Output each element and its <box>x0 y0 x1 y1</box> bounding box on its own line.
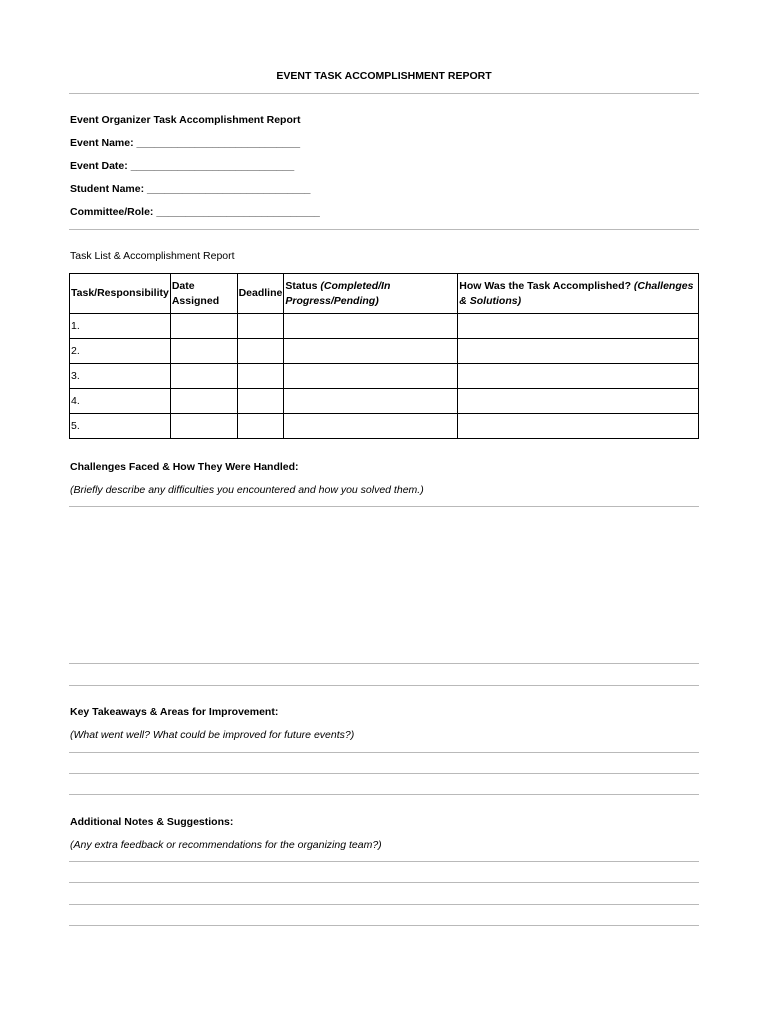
table-cell[interactable] <box>170 339 237 364</box>
table-cell[interactable] <box>284 339 458 364</box>
table-cell[interactable] <box>458 364 699 389</box>
notes-heading: Additional Notes & Suggestions: <box>70 816 234 828</box>
table-row <box>70 314 699 339</box>
document-title: EVENT TASK ACCOMPLISHMENT REPORT <box>276 70 492 82</box>
table-cell[interactable] <box>237 364 284 389</box>
student-name-field[interactable] <box>70 183 311 195</box>
notes-writing-line[interactable] <box>69 882 699 883</box>
notes-writing-line[interactable] <box>69 861 699 862</box>
row-number[interactable]: 2. <box>70 339 171 364</box>
row-number[interactable]: 4. <box>70 389 171 414</box>
table-cell[interactable] <box>170 314 237 339</box>
student-name-blank: ____________________________ <box>147 183 311 195</box>
table-cell[interactable] <box>458 389 699 414</box>
col-how-accomplished: How Was the Task Accomplished? (Challenges & Solutions) <box>458 274 699 314</box>
table-cell[interactable] <box>170 364 237 389</box>
row-number[interactable]: 1. <box>70 314 171 339</box>
table-cell[interactable] <box>458 414 699 439</box>
event-date-label: Event Date: <box>70 160 128 172</box>
table-row <box>70 364 699 389</box>
table-cell[interactable] <box>170 414 237 439</box>
takeaways-writing-line[interactable] <box>69 752 699 753</box>
takeaways-writing-line[interactable] <box>69 773 699 774</box>
table-row <box>70 389 699 414</box>
notes-prompt: (Any extra feedback or recommendations for the organizing team?) <box>70 839 382 851</box>
table-cell[interactable] <box>170 389 237 414</box>
info-heading: Event Organizer Task Accomplishment Report <box>70 114 301 126</box>
table-row <box>70 414 699 439</box>
table-cell[interactable] <box>284 414 458 439</box>
event-date-blank: ____________________________ <box>130 160 295 172</box>
event-date-field[interactable] <box>70 160 294 172</box>
col-date-assigned: Date Assigned <box>170 274 237 314</box>
event-name-blank: ____________________________ <box>136 137 301 149</box>
challenges-writing-line[interactable] <box>69 663 699 664</box>
table-cell[interactable] <box>284 364 458 389</box>
col-task-responsibility: Task/Responsibility <box>70 274 171 314</box>
table-row <box>70 339 699 364</box>
challenges-heading: Challenges Faced & How They Were Handled: <box>70 461 299 473</box>
table-cell[interactable] <box>284 389 458 414</box>
takeaways-heading: Key Takeaways & Areas for Improvement: <box>70 706 279 718</box>
task-section-heading: Task List & Accomplishment Report <box>70 250 235 262</box>
student-name-label: Student Name: <box>70 183 145 195</box>
table-cell[interactable] <box>237 389 284 414</box>
challenges-divider <box>69 506 699 507</box>
committee-role-blank: ____________________________ <box>156 206 320 218</box>
challenges-writing-line[interactable] <box>69 685 699 686</box>
row-number[interactable]: 5. <box>70 414 171 439</box>
event-name-field[interactable] <box>70 137 300 149</box>
info-divider <box>69 229 699 230</box>
table-cell[interactable] <box>237 414 284 439</box>
challenges-prompt: (Briefly describe any difficulties you encountered and how you solved them.) <box>70 484 424 496</box>
task-table <box>69 273 699 439</box>
table-cell[interactable] <box>458 339 699 364</box>
table-cell[interactable] <box>458 314 699 339</box>
col-status: Status (Completed/In Progress/Pending) <box>284 274 458 314</box>
task-table-header-row <box>70 274 699 314</box>
title-divider <box>69 93 699 94</box>
committee-role-field[interactable] <box>70 206 320 218</box>
event-name-label: Event Name: <box>70 137 134 149</box>
row-number[interactable]: 3. <box>70 364 171 389</box>
table-cell[interactable] <box>284 314 458 339</box>
takeaways-writing-line[interactable] <box>69 794 699 795</box>
notes-writing-line[interactable] <box>69 904 699 905</box>
col-deadline: Deadline <box>237 274 284 314</box>
table-cell[interactable] <box>237 339 284 364</box>
committee-role-label: Committee/Role: <box>70 206 154 218</box>
notes-writing-line[interactable] <box>69 925 699 926</box>
table-cell[interactable] <box>237 314 284 339</box>
takeaways-prompt: (What went well? What could be improved for future events?) <box>70 729 355 741</box>
